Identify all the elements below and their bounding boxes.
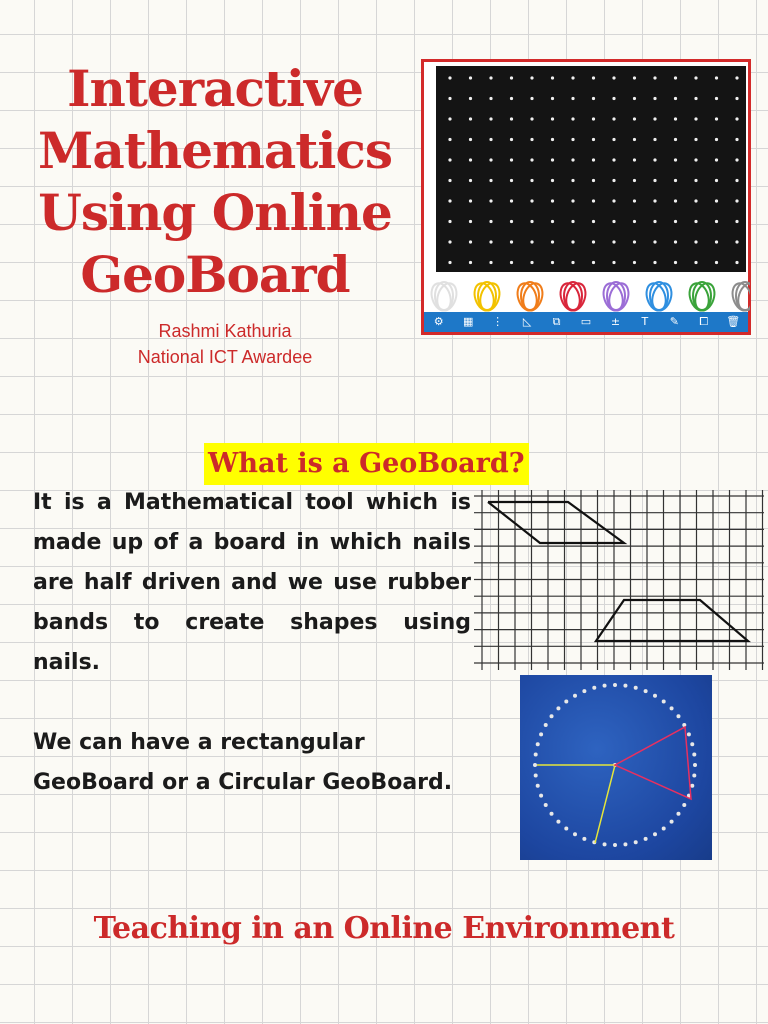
rubber-band-icon	[514, 281, 545, 313]
text-tool-icon[interactable]: T	[641, 315, 649, 328]
peg-dot	[694, 220, 697, 223]
peg-dot	[571, 261, 574, 264]
peg-dot	[571, 179, 574, 182]
peg-dot	[715, 199, 718, 202]
circle-peg	[534, 773, 538, 777]
peg-dot	[612, 158, 615, 161]
peg-dot	[715, 97, 718, 100]
peg-dot	[592, 261, 595, 264]
peg-dot	[530, 179, 533, 182]
circle-peg	[564, 700, 568, 704]
circle-peg	[662, 700, 666, 704]
rubber-band-icon	[471, 281, 502, 313]
peg-dot	[735, 158, 738, 161]
yellow-band	[537, 765, 615, 843]
peg-dot	[715, 261, 718, 264]
peg-dot	[448, 138, 451, 141]
circle-peg	[573, 694, 577, 698]
peg-dot	[694, 179, 697, 182]
peg-dot	[489, 220, 492, 223]
circle-peg	[692, 773, 696, 777]
peg-dot	[571, 199, 574, 202]
peg-dot	[715, 138, 718, 141]
peg-dot	[469, 76, 472, 79]
grid-icon[interactable]: ▦	[462, 315, 474, 328]
peg-dot	[448, 179, 451, 182]
rubber-band-icon	[686, 281, 717, 313]
peg-dot	[653, 76, 656, 79]
peg-dot	[510, 240, 513, 243]
peg-dot	[633, 240, 636, 243]
peg-dot	[571, 138, 574, 141]
peg-dot	[510, 97, 513, 100]
circle-peg	[653, 694, 657, 698]
circle-peg	[670, 820, 674, 824]
peg-dot	[469, 261, 472, 264]
peg-dot	[694, 97, 697, 100]
section-heading: What is a GeoBoard?	[204, 443, 529, 485]
peg-dot	[530, 138, 533, 141]
peg-dot	[715, 179, 718, 182]
peg-dot	[551, 97, 554, 100]
peg-dot	[633, 76, 636, 79]
circle-peg	[613, 843, 617, 847]
peg-dot	[448, 199, 451, 202]
geoboard-pegboard	[436, 66, 746, 272]
peg-dot	[715, 117, 718, 120]
peg-dot	[612, 97, 615, 100]
peg-dot	[448, 76, 451, 79]
circle-peg	[692, 753, 696, 757]
circle-peg	[550, 714, 554, 718]
peg-dot	[448, 220, 451, 223]
peg-dot	[653, 240, 656, 243]
peg-dot	[571, 220, 574, 223]
parallelogram-band	[488, 502, 624, 543]
rectangular-geoboard-image	[474, 490, 764, 670]
peg-dot	[653, 179, 656, 182]
circle-peg	[564, 826, 568, 830]
trapezium-band	[596, 600, 748, 641]
peg-dot	[489, 117, 492, 120]
peg-dot	[551, 179, 554, 182]
circle-peg	[644, 689, 648, 693]
peg-dot	[715, 76, 718, 79]
peg-dot	[592, 220, 595, 223]
peg-dot	[612, 117, 615, 120]
circle-peg	[613, 683, 617, 687]
trash-icon[interactable]: 🗑	[726, 315, 741, 328]
peg-dot	[489, 138, 492, 141]
rubber-band-icon	[557, 281, 588, 313]
peg-dot	[489, 199, 492, 202]
footer-tagline: Teaching in an Online Environment	[93, 911, 675, 946]
peg-dot	[510, 199, 513, 202]
circle-peg	[603, 842, 607, 846]
peg-dot	[694, 117, 697, 120]
peg-dot	[612, 240, 615, 243]
author-name: Rashmi Kathuria	[158, 321, 292, 341]
peg-dot	[674, 158, 677, 161]
peg-dot	[448, 158, 451, 161]
circle-peg	[653, 832, 657, 836]
peg-dot	[592, 117, 595, 120]
peg-dot	[694, 240, 697, 243]
peg-dot	[592, 240, 595, 243]
peg-dot	[694, 76, 697, 79]
red-band	[615, 727, 691, 799]
peg-dot	[510, 158, 513, 161]
peg-dot	[469, 138, 472, 141]
title-line-4: GeoBoard	[80, 245, 350, 304]
panel-icon[interactable]: ▭	[580, 315, 592, 328]
peg-dot	[448, 261, 451, 264]
title-line-2: Mathematics	[38, 121, 392, 180]
peg-dot	[653, 261, 656, 264]
peg-dot	[510, 138, 513, 141]
peg-dot	[489, 179, 492, 182]
circle-peg	[556, 820, 560, 824]
peg-dot	[612, 138, 615, 141]
peg-dot	[551, 261, 554, 264]
peg-dot	[469, 199, 472, 202]
circle-peg	[539, 794, 543, 798]
circle-peg	[533, 763, 537, 767]
peg-dot	[735, 199, 738, 202]
peg-dot	[571, 158, 574, 161]
peg-dot	[612, 261, 615, 264]
peg-dot	[674, 199, 677, 202]
circle-peg	[592, 686, 596, 690]
circle-peg	[676, 812, 680, 816]
peg-dot	[653, 117, 656, 120]
peg-dot	[592, 138, 595, 141]
circle-peg	[676, 714, 680, 718]
peg-dot	[735, 240, 738, 243]
peg-dot	[674, 220, 677, 223]
circle-peg	[573, 832, 577, 836]
circle-peg	[556, 706, 560, 710]
peg-dot	[612, 220, 615, 223]
peg-dot	[735, 117, 738, 120]
peg-dot	[571, 76, 574, 79]
peg-dot	[551, 220, 554, 223]
peg-dot	[653, 220, 656, 223]
circle-peg	[536, 784, 540, 788]
author-block	[100, 318, 350, 370]
peg-dot	[735, 220, 738, 223]
number-grid-icon[interactable]: ⋮	[492, 315, 504, 328]
circle-peg	[582, 689, 586, 693]
types-paragraph: We can have a rectangular GeoBoard or a Circular GeoBoard.	[33, 730, 453, 795]
circle-peg	[644, 837, 648, 841]
peg-dot	[735, 261, 738, 264]
circle-peg	[544, 723, 548, 727]
fraction-icon[interactable]: ±	[610, 315, 621, 328]
peg-dot	[530, 261, 533, 264]
peg-dot	[633, 117, 636, 120]
circle-peg	[662, 826, 666, 830]
peg-dot	[735, 179, 738, 182]
peg-dot	[489, 158, 492, 161]
peg-dot	[571, 117, 574, 120]
rubber-band-icon	[729, 281, 750, 313]
circle-peg	[623, 684, 627, 688]
peg-dot	[530, 199, 533, 202]
circle-peg	[690, 784, 694, 788]
peg-dot	[469, 240, 472, 243]
peg-dot	[551, 138, 554, 141]
peg-dot	[489, 240, 492, 243]
peg-dot	[592, 158, 595, 161]
peg-dot	[510, 76, 513, 79]
peg-dot	[530, 240, 533, 243]
peg-dot	[674, 97, 677, 100]
peg-dot	[694, 261, 697, 264]
geoboard-toolbar	[424, 312, 748, 332]
circular-geoboard-image	[520, 675, 712, 860]
circle-peg	[690, 742, 694, 746]
rubber-band-palette	[426, 276, 750, 316]
definition-paragraph: It is a Mathematical tool which is made up of a board in which nails are half driven and we use rubber bands to create shapes using nails.	[33, 490, 471, 675]
peg-dot	[551, 240, 554, 243]
duplicate-icon[interactable]: ⧠	[699, 315, 709, 328]
copy-shape-icon[interactable]: ⧉	[552, 315, 561, 328]
peg-dot	[674, 76, 677, 79]
peg-dot	[551, 158, 554, 161]
peg-dot	[633, 158, 636, 161]
peg-dot	[633, 138, 636, 141]
peg-dot	[612, 179, 615, 182]
peg-dot	[592, 199, 595, 202]
peg-dot	[653, 199, 656, 202]
peg-dot	[489, 261, 492, 264]
circle-peg	[539, 732, 543, 736]
peg-dot	[469, 117, 472, 120]
peg-dot	[530, 158, 533, 161]
peg-dot	[694, 138, 697, 141]
peg-dot	[510, 261, 513, 264]
circle-peg	[670, 706, 674, 710]
circle-peg	[603, 684, 607, 688]
peg-dot	[735, 97, 738, 100]
peg-dot	[551, 76, 554, 79]
rubber-band-icon	[428, 281, 459, 313]
peg-dot	[633, 97, 636, 100]
peg-dot	[469, 97, 472, 100]
online-geoboard-screenshot	[421, 59, 751, 335]
peg-dot	[735, 138, 738, 141]
peg-dot	[653, 97, 656, 100]
measure-icon[interactable]: ◺	[522, 315, 532, 328]
peg-dot	[510, 179, 513, 182]
peg-dot	[694, 199, 697, 202]
peg-dot	[735, 76, 738, 79]
peg-dot	[510, 220, 513, 223]
peg-dot	[715, 220, 718, 223]
peg-dot	[448, 240, 451, 243]
peg-dot	[674, 179, 677, 182]
peg-dot	[653, 138, 656, 141]
title-line-3: Using Online	[38, 183, 392, 242]
peg-dot	[674, 138, 677, 141]
peg-dot	[489, 97, 492, 100]
peg-dot	[715, 158, 718, 161]
peg-dot	[530, 97, 533, 100]
page-title	[10, 58, 420, 306]
peg-dot	[715, 240, 718, 243]
peg-dot	[571, 97, 574, 100]
circle-peg	[536, 742, 540, 746]
rubber-band-icon	[643, 281, 674, 313]
peg-dot	[633, 199, 636, 202]
peg-dot	[694, 158, 697, 161]
peg-dot	[551, 117, 554, 120]
peg-dot	[510, 117, 513, 120]
peg-dot	[530, 117, 533, 120]
circle-peg	[623, 842, 627, 846]
peg-dot	[469, 179, 472, 182]
circle-peg	[582, 837, 586, 841]
peg-dot	[592, 97, 595, 100]
circle-peg	[534, 753, 538, 757]
peg-dot	[592, 179, 595, 182]
peg-dot	[633, 261, 636, 264]
rubber-band-icon	[600, 281, 631, 313]
peg-dot	[530, 76, 533, 79]
peg-dot	[612, 76, 615, 79]
peg-dot	[571, 240, 574, 243]
author-award: National ICT Awardee	[137, 347, 313, 367]
settings-icon[interactable]: ⚙	[433, 315, 444, 328]
peg-dot	[653, 158, 656, 161]
peg-dot	[674, 117, 677, 120]
circle-peg	[550, 812, 554, 816]
peg-dot	[489, 76, 492, 79]
circle-peg	[693, 763, 697, 767]
circle-peg	[687, 732, 691, 736]
peg-dot	[469, 220, 472, 223]
circle-peg	[634, 840, 638, 844]
peg-dot	[448, 97, 451, 100]
peg-dot	[633, 179, 636, 182]
circle-peg	[634, 686, 638, 690]
peg-dot	[674, 240, 677, 243]
peg-dot	[592, 76, 595, 79]
peg-dot	[530, 220, 533, 223]
pen-icon[interactable]: ✎	[669, 315, 679, 328]
peg-dot	[612, 199, 615, 202]
circle-peg	[544, 803, 548, 807]
peg-dot	[674, 261, 677, 264]
peg-dot	[448, 117, 451, 120]
circle-peg	[682, 803, 686, 807]
peg-dot	[469, 158, 472, 161]
title-line-1: Interactive	[67, 59, 363, 118]
peg-dot	[633, 220, 636, 223]
peg-dot	[551, 199, 554, 202]
